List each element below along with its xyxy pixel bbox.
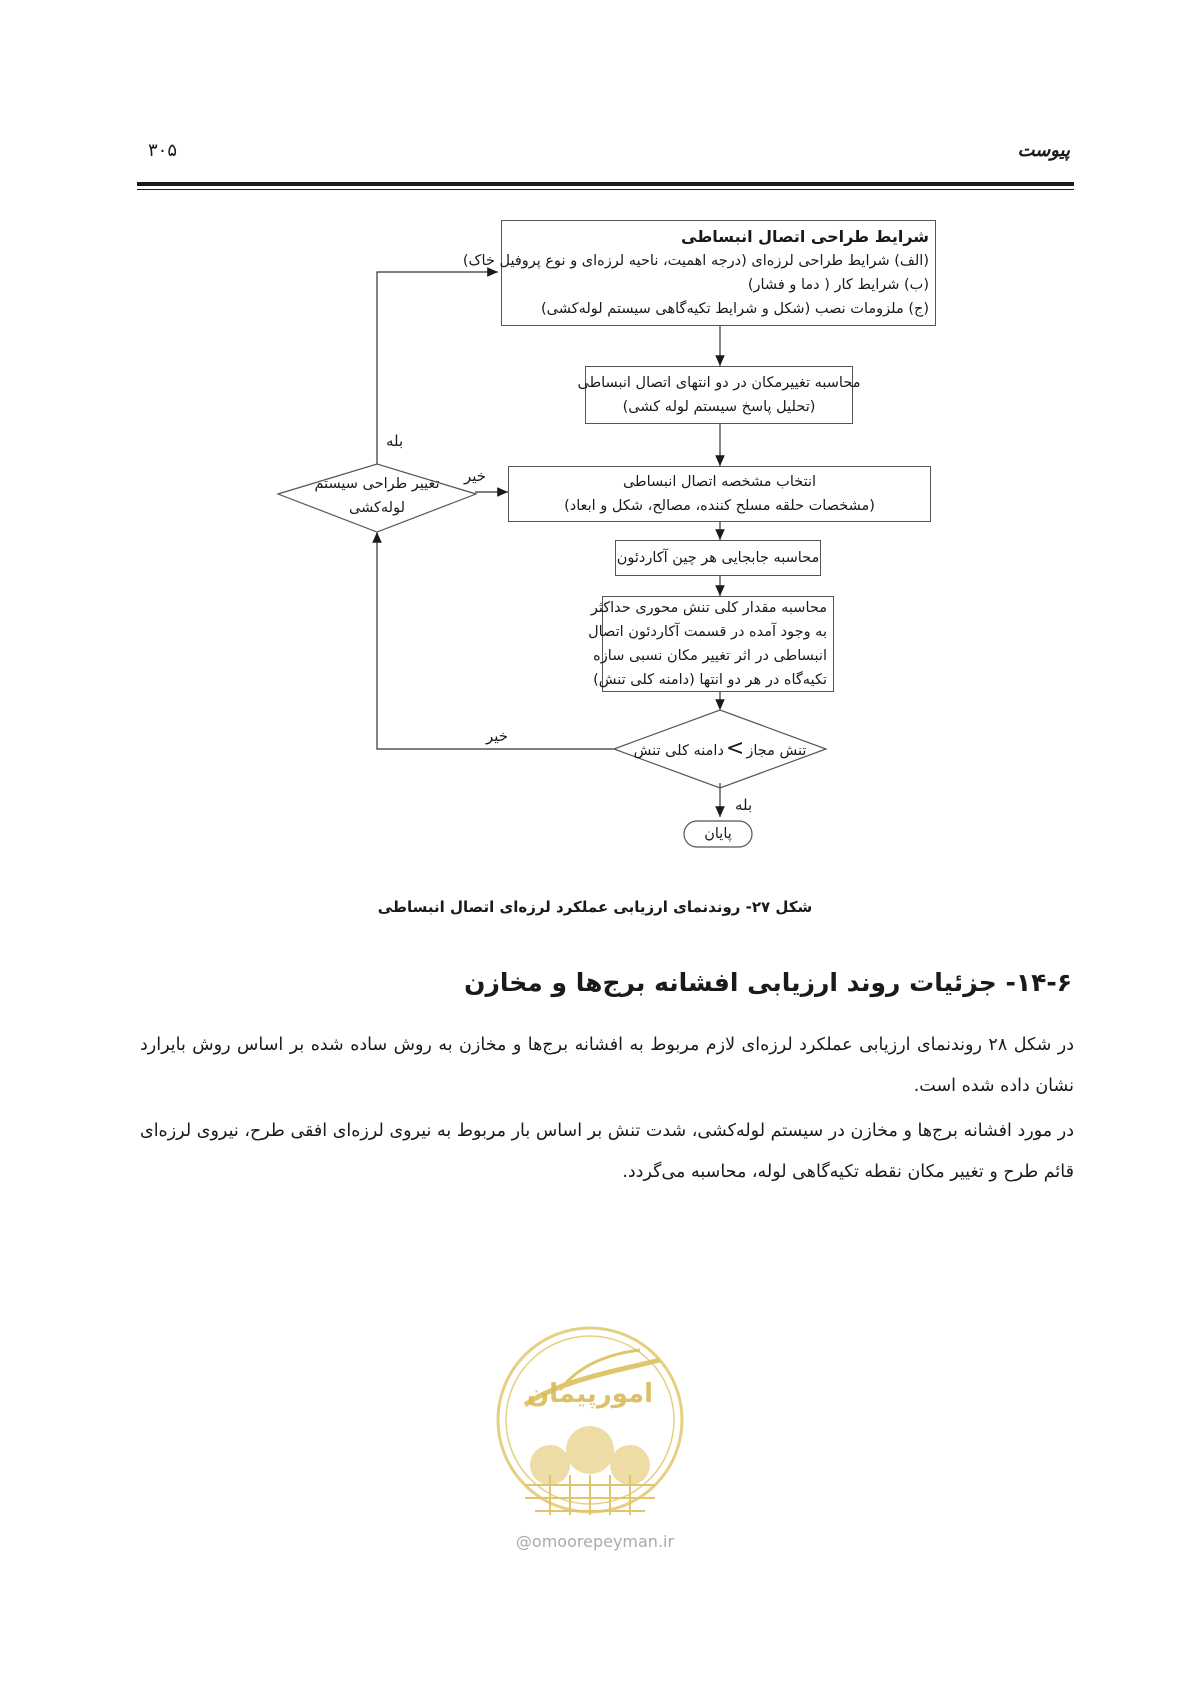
stress-line: محاسبه مقدار کلی تنش محوری حداکثر <box>590 600 827 616</box>
design-conditions-line: (ج) ملزومات نصب (شکل و شرایط تکیه‌گاهی سیستم لوله‌کشی) <box>541 301 929 317</box>
paragraph <box>140 1025 1074 1107</box>
design-conditions-box <box>462 220 936 326</box>
end-label: پایان <box>704 826 732 842</box>
paragraph-line: نشان داده شده است. <box>913 1076 1074 1096</box>
paragraph <box>140 1111 1074 1193</box>
branch-label-no-bottom: خیر <box>486 727 509 745</box>
paragraph-line: در مورد افشانه برج‌ها و مخازن در سیستم لوله‌کشی، شدت تنش بر اساس بار مربوط به نیروی لرزه‌ای افقی طرح، نیروی لرزه‌ای <box>140 1121 1074 1141</box>
paragraph-line: قائم طرح و تغییر مکان نقطه تکیه‌گاهی لوله، محاسبه می‌گردد. <box>622 1162 1074 1182</box>
displacement-line: محاسبه تغییرمکان در دو انتهای اتصال انبساطی <box>577 375 861 391</box>
at-icon: @ <box>515 1532 532 1551</box>
comparison-symbol: > <box>725 736 745 761</box>
stress-range-label: دامنه کلی تنش <box>633 743 724 759</box>
watermark-site <box>0 1532 1190 1551</box>
running-header-title: پیوست <box>1017 140 1070 161</box>
decision-left-text <box>297 472 457 520</box>
stress-box <box>588 596 834 692</box>
decision-left-line: لوله‌کشی <box>348 500 406 516</box>
allowable-stress-label: تنش مجاز <box>746 743 807 759</box>
stress-line: انبساطی در اثر تغییر مکان نسبی سازه <box>593 648 827 664</box>
branch-label-no-top: خیر <box>464 467 487 485</box>
paragraph-line: در شکل ۲۸ روندنمای ارزیابی عملکرد لرزه‌ای لازم مربوط به افشانه برج‌ها و مخازن به روش ساده شده بر اساس روش بایرارد <box>140 1035 1074 1055</box>
page-number: ۳۰۵ <box>148 140 178 161</box>
watermark-site-text: omoorepeyman.ir <box>531 1532 675 1551</box>
select-joint-box <box>508 466 931 522</box>
displacement-box <box>577 366 861 424</box>
section-heading: ۱۴-۶- جزئیات روند ارزیابی افشانه برج‌ها و مخازن <box>464 968 1072 997</box>
accordion-text: محاسبه جابجایی هر چین آکاردئون <box>616 550 820 566</box>
select-joint-line: (مشخصات حلقه مسلح کننده، مصالح، شکل و ابعاد) <box>564 498 875 514</box>
decision-left-line: تغییر طراحی سیستم <box>314 476 440 492</box>
figure-caption: شکل ۲۷- روندنمای ارزیابی عملکرد لرزه‌ای اتصال انبساطی <box>377 898 813 916</box>
design-conditions-title: شرایط طراحی اتصال انبساطی <box>681 227 929 246</box>
no-loop-line <box>377 533 615 749</box>
branch-label-yes-bottom: بله <box>735 796 753 814</box>
branch-label-yes-top: بله <box>386 432 404 450</box>
watermark-logo-text: امورپیمان <box>526 1379 654 1409</box>
decision-bottom-text <box>630 737 810 763</box>
stress-line: تکیه‌گاه در هر دو انتها (دامنه کلی تنش) <box>593 672 827 688</box>
design-conditions-line: (الف) شرایط طراحی لرزه‌ای (درجه اهمیت، ناحیه لرزه‌ای و نوع پروفیل خاک) <box>462 253 929 269</box>
stress-line: به وجود آمده در قسمت آکاردئون اتصال <box>588 624 827 640</box>
accordion-box <box>615 540 821 576</box>
displacement-line: (تحلیل پاسخ سیستم لوله کشی) <box>622 399 816 415</box>
design-conditions-line: (ب) شرایط کار ( دما و فشار) <box>747 277 929 293</box>
select-joint-line: انتخاب مشخصه اتصال انبساطی <box>622 474 817 490</box>
